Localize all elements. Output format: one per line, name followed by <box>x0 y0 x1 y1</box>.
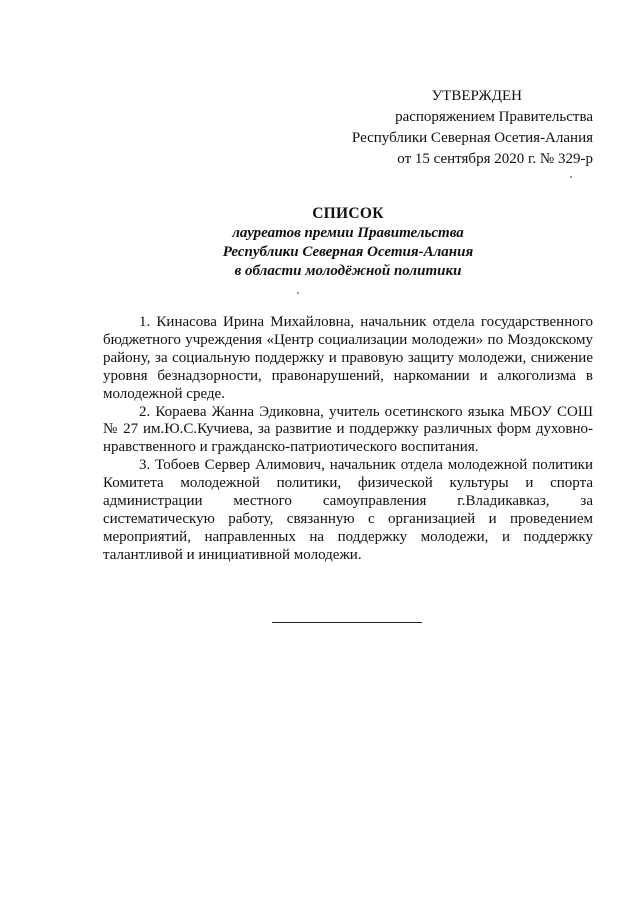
list-item: 2. Кораева Жанна Эдиковна, учитель осетинского языка МБОУ СОШ № 27 им.Ю.С.Кучиева, за развитие и поддержку различных форм духовно-нравственного и гражданско-патриотического воспитания. <box>103 403 593 456</box>
approved-label: УТВЕРЖДЕН <box>431 88 522 104</box>
scan-speck <box>570 176 572 178</box>
laureates-list <box>103 314 593 565</box>
scan-speck <box>297 292 299 294</box>
document-title <box>103 204 593 281</box>
list-item: 1. Кинасова Ирина Михайловна, начальник отдела государственного бюджетного учреждения «Центр социализации молодежи» по Моздокскому району, за социальную поддержку и правовую защиту молодежи, снижение уровня безнадзорности, правонарушений, наркомании и алкоголизма в молодежной среде. <box>103 314 593 402</box>
title-line-3: в области молодёжной политики <box>234 263 462 279</box>
title-line-1: лауреатов премии Правительства <box>232 225 464 241</box>
approval-stamp <box>0 86 593 170</box>
title-line-2: Республики Северная Осетия-Алания <box>222 244 474 260</box>
list-item: 3. Тобоев Сервер Алимович, начальник отдела молодежной политики Комитета молодежной политики, физической культуры и спорта администрации местного самоуправления г.Владикавказ, за систематическую работу, связанную с организацией и проведением мероприятий, направленных на поддержку молодежи, и поддержку талантливой и инициативной молодежи. <box>103 457 593 563</box>
approval-date-number: от 15 сентября 2020 г. № 329-р <box>397 151 593 167</box>
approved-by-order: распоряжением Правительства <box>395 109 593 125</box>
approved-republic: Республики Северная Осетия-Алания <box>351 130 593 146</box>
title-main: СПИСОК <box>312 205 384 222</box>
closing-divider <box>272 622 422 623</box>
